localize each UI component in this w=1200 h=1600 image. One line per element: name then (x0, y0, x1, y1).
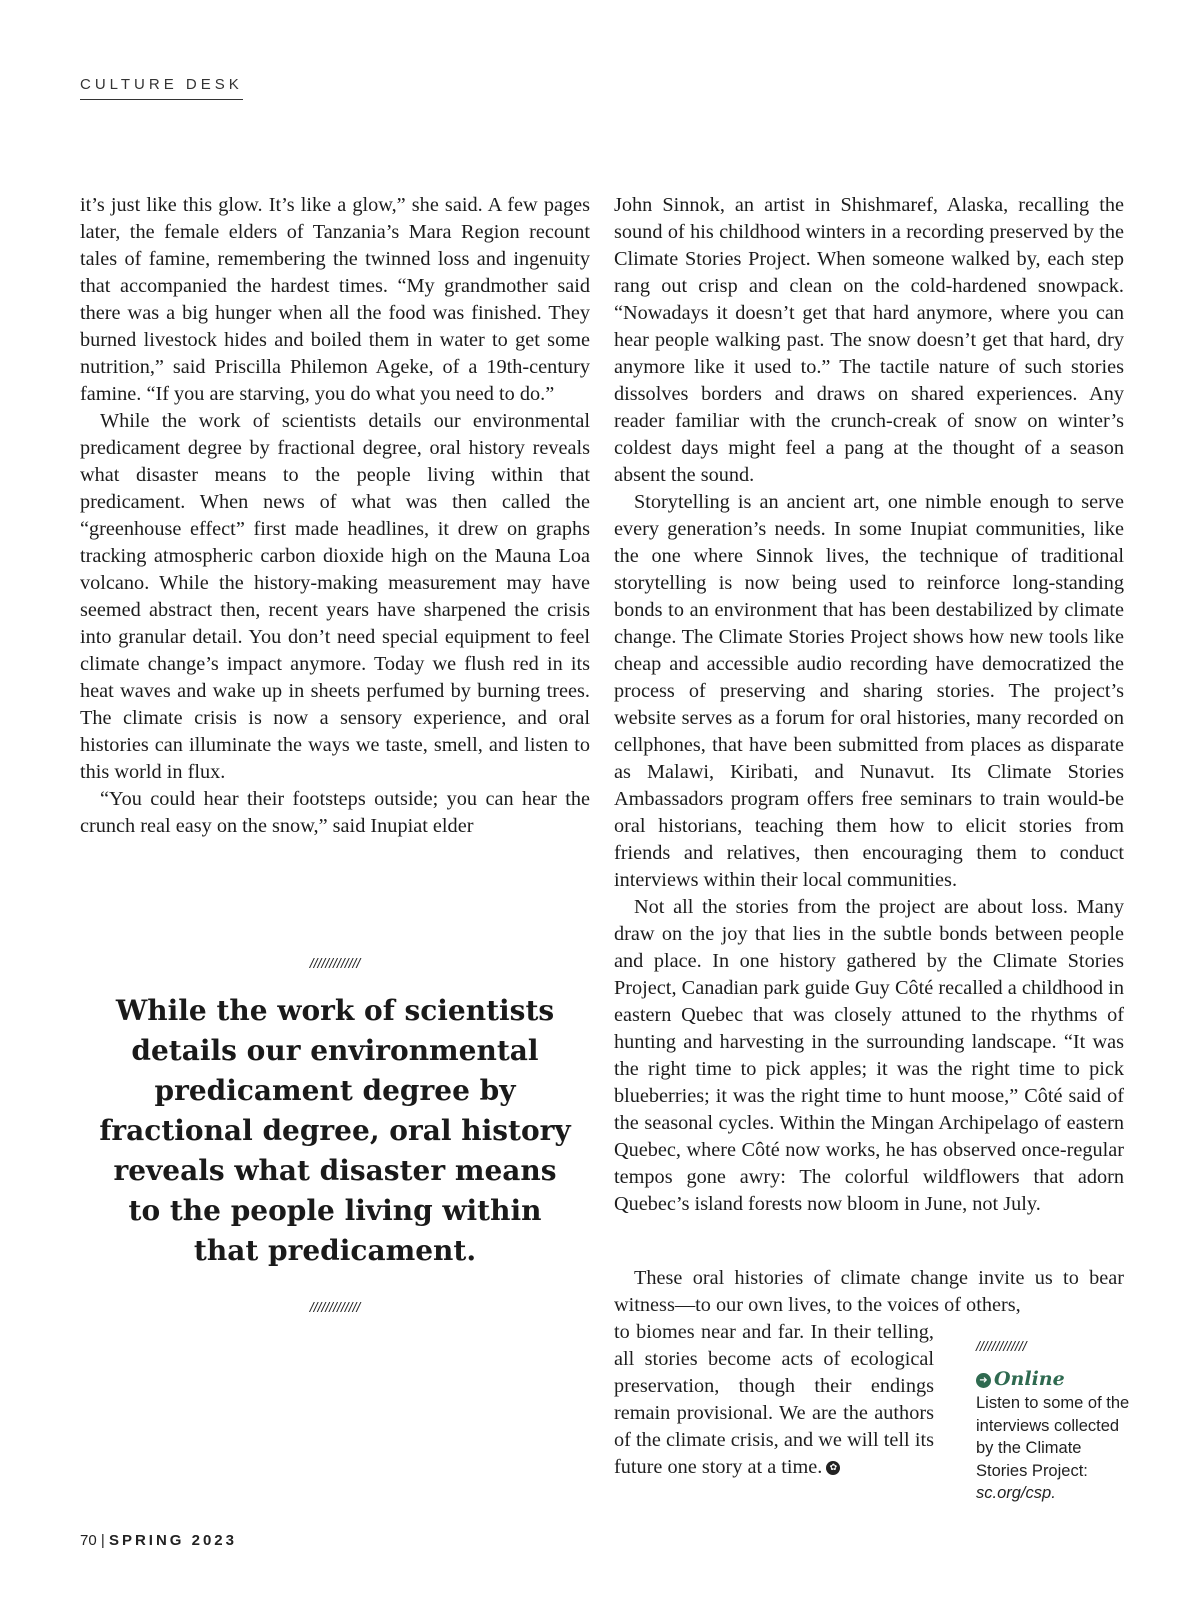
paragraph: “You could hear their footsteps outside; you can hear the crunch real easy on the snow,” said Inupiat elder (80, 788, 590, 837)
right-column (614, 192, 1124, 1218)
pull-quote: While the work of scientists details our environmental predicament degree by fractional degree, oral history reveals what disaster means to the people living within that predicament. (99, 994, 571, 1267)
online-description: Listen to some of the interviews collected by the Climate Stories Project: (976, 1394, 1130, 1480)
closing-text: to biomes near and far. In their telling, all stories become acts of ecological preservation, though their endings remain provisional. We are the authors of the climate crisis, and we will tell its future one story at a time. (614, 1321, 934, 1478)
online-heading-text: Online (994, 1368, 1065, 1390)
online-heading (976, 1368, 1136, 1390)
paragraph: While the work of scientists details our environmental predicament degree by fractional degree, oral history reveals what disaster means to the people living within that predicament. When news of what was then called the “greenhouse effect” first made headlines, it drew on graphs tracking atmospheric carbon dioxide high on the Mauna Loa volcano. While the history-making measurement may have seemed abstract then, recent years have sharpened the crisis into granular detail. You don’t need special equipment to feel climate change’s impact anymore. Today we flush red in its heat waves and wake up in sheets perfumed by burning trees. The climate crisis is now a sensory experience, and oral histories can illuminate the ways we taste, smell, and listen to this world in flux. (80, 410, 590, 783)
link-icon: ➜ (976, 1373, 991, 1388)
issue-label: SPRING 2023 (108, 1532, 237, 1549)
closing-paragraph-end (614, 1319, 934, 1481)
divider-bottom: ///////////// (309, 1299, 361, 1315)
page-footer (80, 1532, 237, 1549)
pull-quote-block (95, 955, 575, 1315)
paragraph: Storytelling is an ancient art, one nimble enough to serve every generation’s needs. In some Inupiat communities, like the one where Sinnok lives, the technique of traditional storytelling is now being used to reinforce long-standing bonds to an environment that has been destabilized by climate change. The Climate Stories Project shows how new tools like cheap and accessible audio recording have democratized the process of preserving and sharing stories. The project’s website serves as a forum for oral histories, many recorded on cellphones, that have been submitted from places as disparate as Malawi, Kiribati, and Nunavut. Its Climate Stories Ambassadors program offers free seminars to train would-be oral historians, teaching them how to elicit stories from friends and relatives, then encouraging them to conduct interviews within their local communities. (614, 491, 1124, 891)
page-number: 70 (80, 1532, 97, 1549)
end-mark-icon: ✿ (826, 1461, 840, 1475)
divider-top: ///////////// (309, 955, 361, 971)
online-link[interactable]: sc.org/csp. (976, 1484, 1056, 1502)
closing-paragraph-start: These oral histories of climate change invite us to bear witness—to our own lives, to the voices of others, (614, 1267, 1124, 1316)
section-label: CULTURE DESK (80, 76, 243, 100)
online-text (976, 1392, 1136, 1505)
online-divider: ///////////// (976, 1338, 1027, 1354)
left-column (80, 192, 590, 840)
paragraph: it’s just like this glow. It’s like a glow,” she said. A few pages later, the female elders of Tanzania’s Mara Region recount tales of famine, remembering the twinned loss and ingenuity that accompanied the hardest times. “My grandmother said there was a big hunger when all the food was finished. They burned livestock hides and boiled them in water to get some nutrition,” said Priscilla Philemon Ageke, of a 19th-century famine. “If you are starving, you do what you need to do.” (80, 194, 590, 405)
footer-separator: | (100, 1532, 109, 1549)
paragraph: John Sinnok, an artist in Shishmaref, Alaska, recalling the sound of his childhood winters in a recording preserved by the Climate Stories Project. When someone walked by, each step rang out crisp and clean on the cold-hardened snowpack. “Nowadays it doesn’t get that hard anymore, where you can hear people walking past. The snow doesn’t get that hard, dry anymore like it used to.” The tactile nature of such stories dissolves borders and draws on shared experiences. Any reader familiar with the crunch-creak of snow on winter’s coldest days might feel a pang at the thought of a season absent the sound. (614, 194, 1124, 486)
paragraph: Not all the stories from the project are about loss. Many draw on the joy that lies in the subtle bonds between people and place. In one history gathered by the Climate Stories Project, Canadian park guide Guy Côté recalled a childhood in eastern Quebec that was closely attuned to the rhythms of hunting and harvesting in the surrounding landscape. “It was the right time to pick apples; it was the right time to pick blueberries; it was the right time to hunt moose,” Côté said of the seasonal cycles. Within the Mingan Archipelago of eastern Quebec, where Côté now works, he has observed once-regular tempos gone awry: The colorful wildflowers that adorn Quebec’s island forests now bloom in June, not July. (614, 896, 1124, 1215)
online-sidebar (976, 1338, 1136, 1505)
